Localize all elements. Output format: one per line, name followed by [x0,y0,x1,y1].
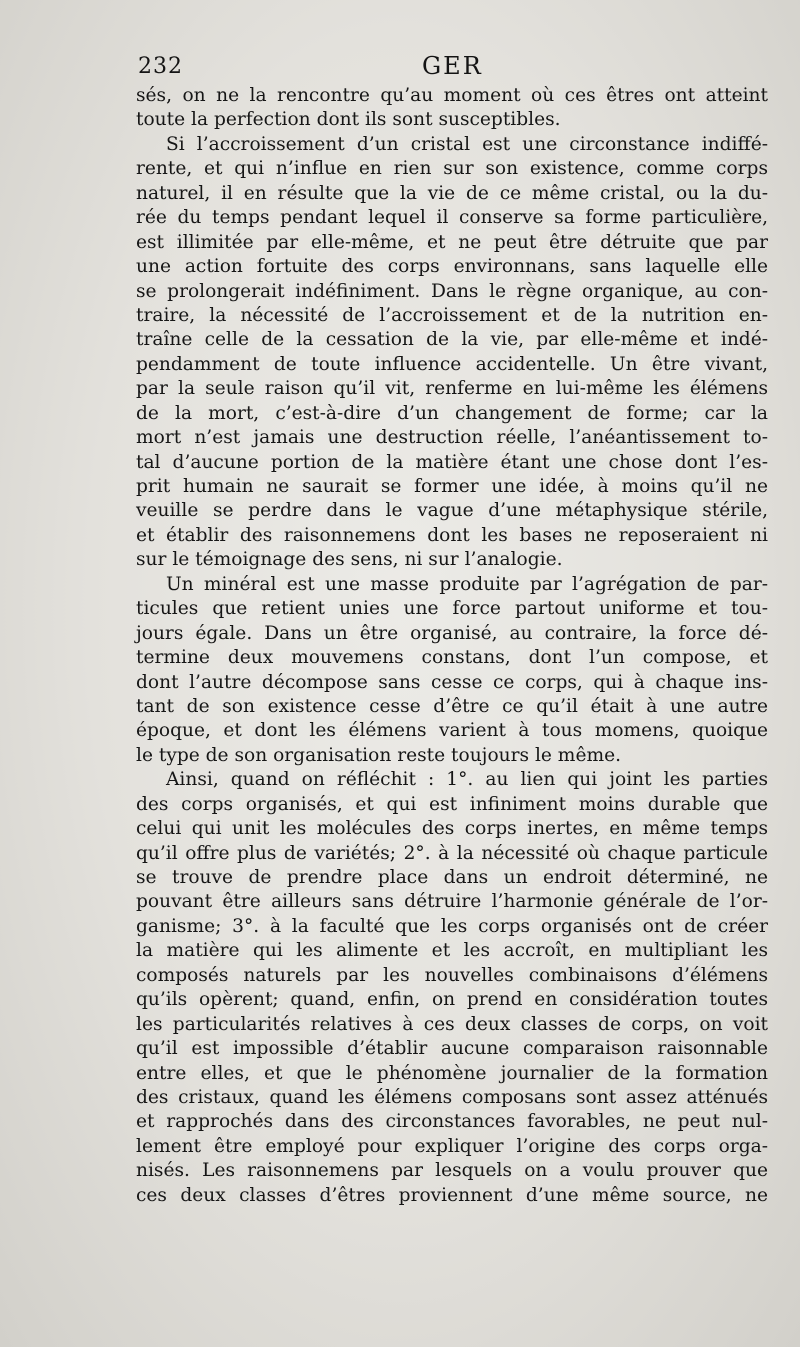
text-line: tant de son existence cesse d’être ce qu’il était à une autre [136,695,768,717]
text-line: se trouve de prendre place dans un endroit déterminé, ne [136,867,768,888]
text-line: des cristaux, quand les élémens composans sont assez atténués [136,1086,768,1108]
text-line: naturel, il en résulte que la vie de ce même cristal, ou la du- [136,182,768,204]
text-line: époque, et dont les élémens varient à tous momens, quoique [136,720,768,742]
text-line: Si l’accroissement d’un cristal est une circonstance indiffé- [166,133,768,155]
text-line: dont l’autre décompose sans cesse ce corps, qui à chaque ins- [136,671,768,693]
text-line: rée du temps pendant lequel il conserve sa forme particulière, [136,207,768,229]
text-line: traîne celle de la cessation de la vie, par elle-même et indé- [136,329,768,351]
text-line: jours égale. Dans un être organisé, au contraire, la force dé- [136,622,768,644]
text-line: tal d’aucune portion de la matière étant une chose dont l’es- [136,451,768,473]
text-line: Un minéral est une masse produite par l’agrégation de par- [166,573,768,595]
text-line: sur le témoignage des sens, ni sur l’analogie. [136,549,563,571]
text-line: mort n’est jamais une destruction réelle, l’anéantissement to- [136,427,768,449]
text-line: composés naturels par les nouvelles combinaisons d’élémens [136,964,768,986]
text-line: lement être employé pour expliquer l’origine des corps orga- [136,1135,768,1157]
text-line: qu’il est impossible d’établir aucune comparaison raisonnable [136,1038,768,1060]
text-line: prit humain ne saurait se former une idée, à moins qu’il ne [136,476,768,497]
text-line: pouvant être ailleurs sans détruire l’harmonie générale de l’or- [136,891,768,913]
text-line: qu’il offre plus de variétés; 2°. à la nécessité où chaque particule [136,842,768,864]
text-line: se prolongerait indéfiniment. Dans le règne organique, au con- [136,280,768,302]
text-line: et rapprochés dans des circonstances favorables, ne peut nul- [136,1111,768,1133]
text-line: ganisme; 3°. à la faculté que les corps organisés ont de créer [136,915,768,937]
text-line: ces deux classes d’êtres proviennent d’une même source, ne [136,1184,768,1206]
text-line: et établir des raisonnemens dont les bases ne reposeraient ni [136,524,768,546]
text-line: toute la perfection dont ils sont susceptibles. [136,109,561,131]
text-line: de la mort, c’est-à-dire d’un changement de forme; car la [136,402,768,424]
text-line: entre elles, et que le phénomène journalier de la formation [136,1062,768,1084]
text-line: ticules que retient unies une force partout uniforme et tou- [136,598,768,620]
text-line: une action fortuite des corps environnans, sans laquelle elle [136,256,768,278]
text-line: traire, la nécessité de l’accroissement et de la nutrition en- [136,304,768,326]
text-line: termine deux mouvemens constans, dont l’un compose, et [136,647,768,669]
running-head: GER [422,52,483,80]
text-line: est illimitée par elle-même, et ne peut être détruite que par [136,231,768,253]
body-text [136,84,768,1208]
page-header [138,50,768,86]
text-line: veuille se perdre dans le vague d’une métaphysique stérile, [136,500,768,522]
text-line: sés, on ne la rencontre qu’au moment où ces êtres ont atteint [136,85,768,106]
text-line: Ainsi, quand on réfléchit : 1°. au lien qui joint les parties [166,769,768,791]
page-number: 232 [138,54,183,79]
text-line: par la seule raison qu’il vit, renferme en lui-même les élémens [136,378,768,400]
text-line: les particularités relatives à ces deux classes de corps, on voit [136,1013,768,1035]
text-line: celui qui unit les molécules des corps inertes, en même temps [136,818,768,840]
text-line: le type de son organisation reste toujours le même. [136,744,621,766]
text-line: pendamment de toute influence accidentelle. Un être vivant, [136,353,768,375]
text-line: rente, et qui n’influe en rien sur son existence, comme corps [136,158,768,180]
text-line: des corps organisés, et qui est infiniment moins durable que [136,793,768,815]
text-line: la matière qui les alimente et les accroît, en multipliant les [136,940,768,962]
text-line: qu’ils opèrent; quand, enfin, on prend en considération toutes [136,989,768,1011]
text-line: nisés. Les raisonnemens par lesquels on a voulu prouver que [136,1160,768,1182]
